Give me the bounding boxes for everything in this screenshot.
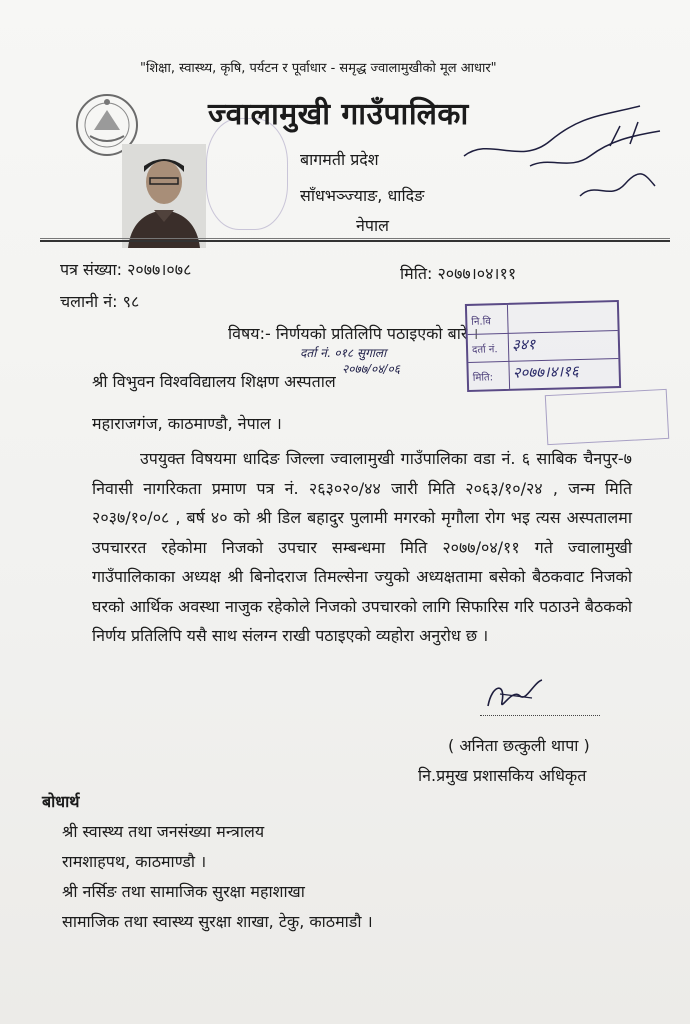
recipient-name: श्री विभुवन विश्वविद्यालय शिक्षण अस्पताल [92,372,336,391]
address-location: साँधभञ्ज्याङ, धादिङ [300,186,425,205]
letter-date: मिति: २०७७।०४।११ [400,264,517,283]
motto-text: "शिक्षा, स्वास्थ्य, कृषि, पर्यटन र पूर्वाधार - समृद्ध ज्वालामुखीको मूल आधार" [140,61,497,76]
header-divider [40,240,670,242]
cc-line-3: श्री नर्सिङ तथा सामाजिक सुरक्षा महाशाखा [62,882,305,901]
stamp-date-value: २०७७।४।१६ [512,362,579,382]
stamp-row-date [468,358,619,390]
office-round-stamp [206,118,288,230]
letter-body: उपयुक्त विषयमा धादिङ जिल्ला ज्वालामुखी गाउँपालिका वडा नं. ६ साबिक चैनपुर-७ निवासी नागरिकता प्रमाण पत्र नं. २६३०२०/४४ जारी मिति २०६३/१०/२४ , जन्म मिति २०३७/१०/०८ , बर्ष ४० को श्री डिल बहादुर पुलामी मगरको मृगौला रोग भइ त्यस अस्पतालमा उपचाररत रहेकोमा निजको उपचार सम्बन्धमा मिति २०७७/०४/११ गते ज्वालामुखी गाउँपालिकाका अध्यक्ष श्री बिनोदराज तिमल्सेना ज्युको अध्यक्षतामा बसेको बैठकवाट निजको घरको आर्थिक अवस्था नाजुक रहेकोले निजको उपचारको लागि सिफारिस गरि पठाउने बैठकको निर्णय प्रतिलिपि यसै साथ संलग्न राखी पठाइएको व्यहोरा अनुरोध छ । [92,449,632,645]
signature-mark [480,676,550,718]
address-province: बागमती प्रदेश [300,150,379,169]
registration-stamp [465,300,621,392]
recipient-address: महाराजगंज, काठमाण्डौ, नेपाल । [92,414,282,433]
letter-reference-number: पत्र संख्या: २०७७।०७८ [60,260,192,279]
faint-stamp-right [545,389,669,445]
applicant-photo [122,144,206,248]
handwritten-registration-date: २०७७/०४/०६ [342,362,401,376]
handwritten-note-top-right [460,96,670,216]
dispatch-number: चलानी नं: ९८ [60,292,140,311]
stamp-darta-value: ३४१ [511,335,536,354]
cc-heading: बोधार्थ [42,792,80,811]
office-name: ज्वालामुखी गाउँपालिका [208,97,469,132]
address-country: नेपाल [356,216,389,235]
header-divider-thin [40,238,670,239]
signatory-name: ( अनिता छत्कुली थापा ) [448,736,590,755]
stamp-darta-label: दर्ता नं. [471,344,498,356]
handwritten-registration-note: दर्ता नं. ०१८ सुगाला [300,346,387,360]
subject-line: विषय:- निर्णयको प्रतिलिपि पठाइएको बारे । [228,324,479,343]
signatory-title: नि.प्रमुख प्रशासकिय अधिकृत [418,766,587,785]
stamp-office-label: नि.वि [471,316,491,328]
cc-line-1: श्री स्वास्थ्य तथा जनसंख्या मन्त्रालय [62,822,265,841]
stamp-date-label: मिति: [472,372,494,384]
signature-line [480,715,600,716]
cc-line-2: रामशाहपथ, काठमाण्डौ । [62,852,207,871]
cc-line-4: सामाजिक तथा स्वास्थ्य सुरक्षा शाखा, टेकु, काठमाडौ । [62,912,373,931]
